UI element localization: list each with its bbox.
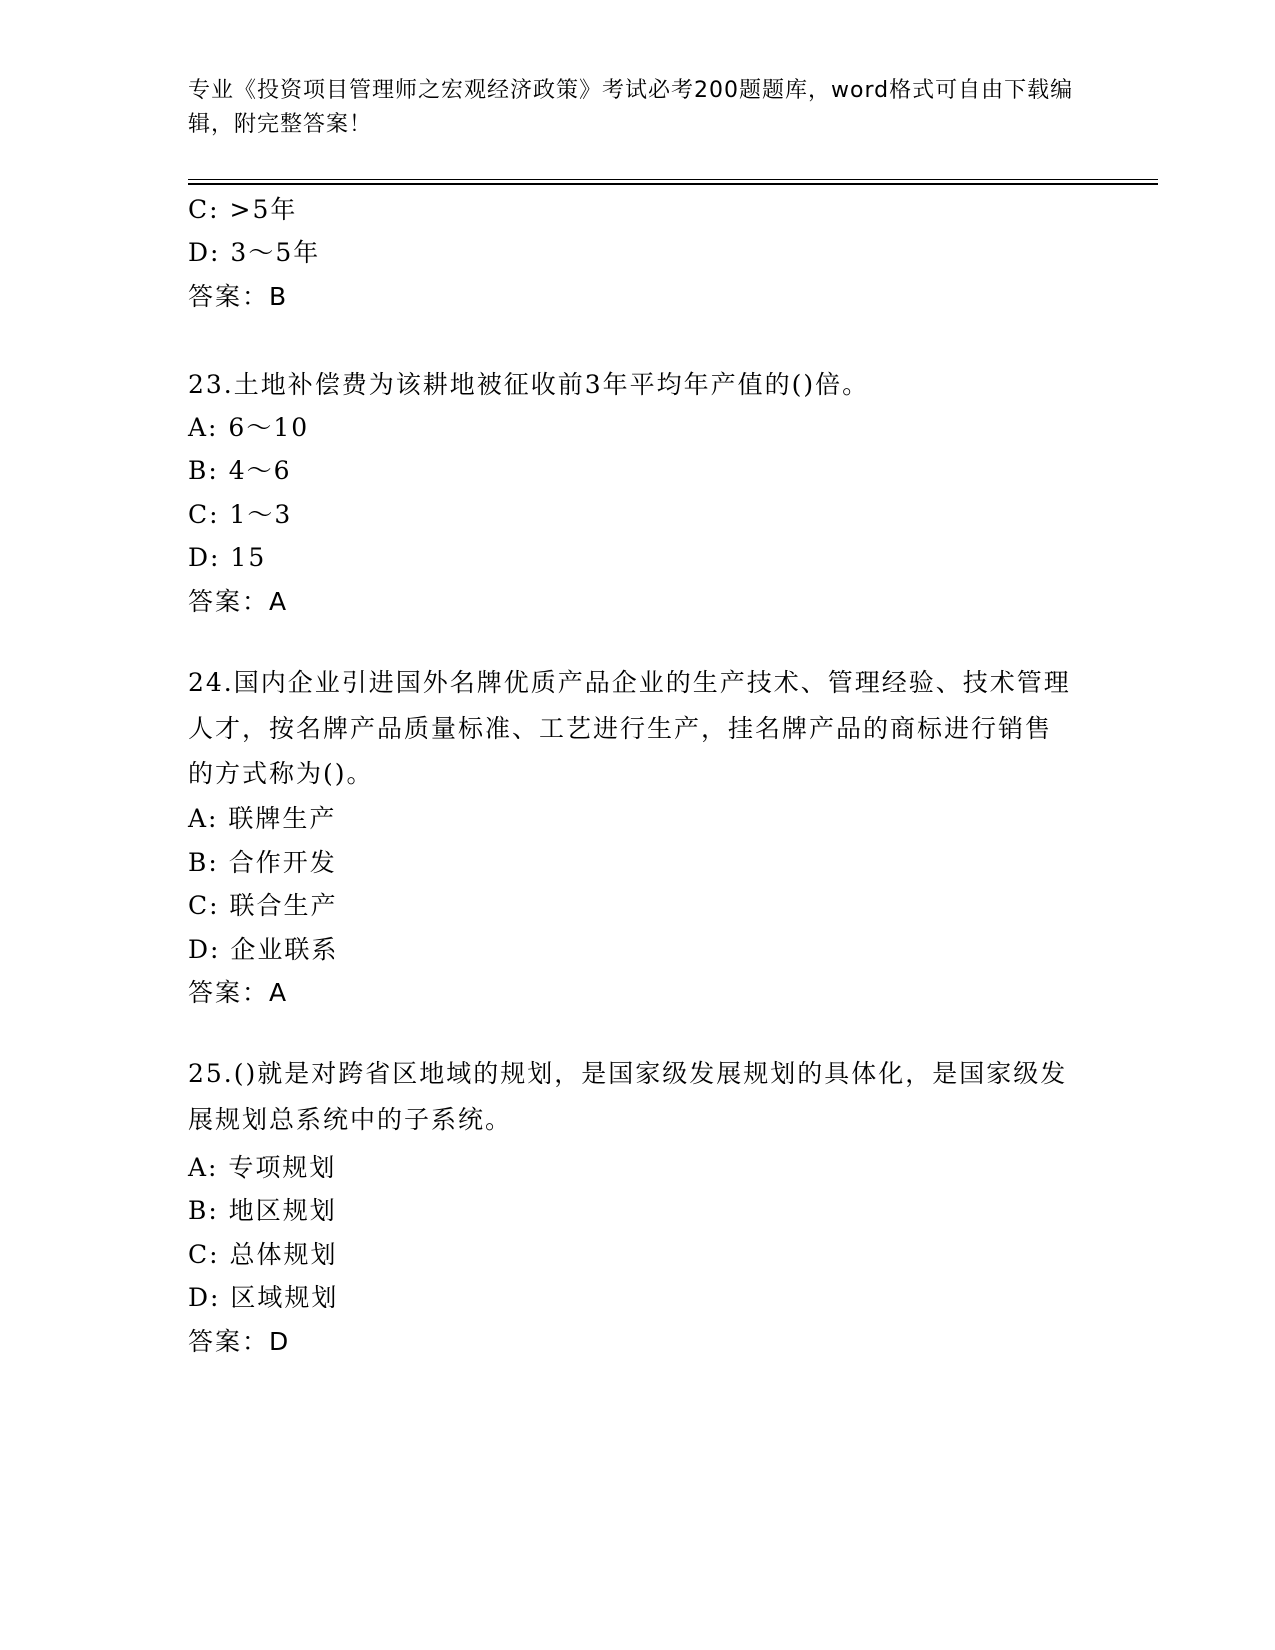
option-a: A: 6～10 [188,413,310,442]
option-b: B: 合作开发 [188,848,337,877]
page-header: 专业《投资项目管理师之宏观经济政策》考试必考200题题库，word格式可自由下载编辑，附完整答案！ [188,78,1074,137]
option-c: C: 联合生产 [188,891,338,920]
header-divider-thin [188,179,1158,180]
question-text: 24.国内企业引进国外名牌优质产品企业的生产技术、管理经验、技术管理人才，按名牌产品质量标准、工艺进行生产，挂名牌产品的商标进行销售的方式称为()。 [188,668,1071,788]
answer-line: 答案：D [188,1327,291,1356]
option-d: D: 3～5年 [188,238,321,267]
option-d: D: 区域规划 [188,1283,339,1312]
option-a: A: 专项规划 [188,1153,337,1182]
answer-line: 答案：A [188,587,289,616]
option-c: C: 总体规划 [188,1240,338,1269]
answer-line: 答案：A [188,978,289,1007]
option-c: C: >5年 [188,195,298,224]
answer-line: 答案：B [188,282,289,311]
option-b: B: 地区规划 [188,1196,337,1225]
question-text: 25.()就是对跨省区地域的规划，是国家级发展规划的具体化，是国家级发展规划总系统中的子系统。 [188,1059,1068,1134]
option-d: D: 15 [188,543,267,572]
option-d: D: 企业联系 [188,935,339,964]
option-a: A: 联牌生产 [188,804,337,833]
header-divider-thick [188,183,1158,185]
option-b: B: 4～6 [188,456,292,485]
option-c: C: 1～3 [188,500,293,529]
question-text: 23.土地补偿费为该耕地被征收前3年平均年产值的()倍。 [188,370,870,399]
